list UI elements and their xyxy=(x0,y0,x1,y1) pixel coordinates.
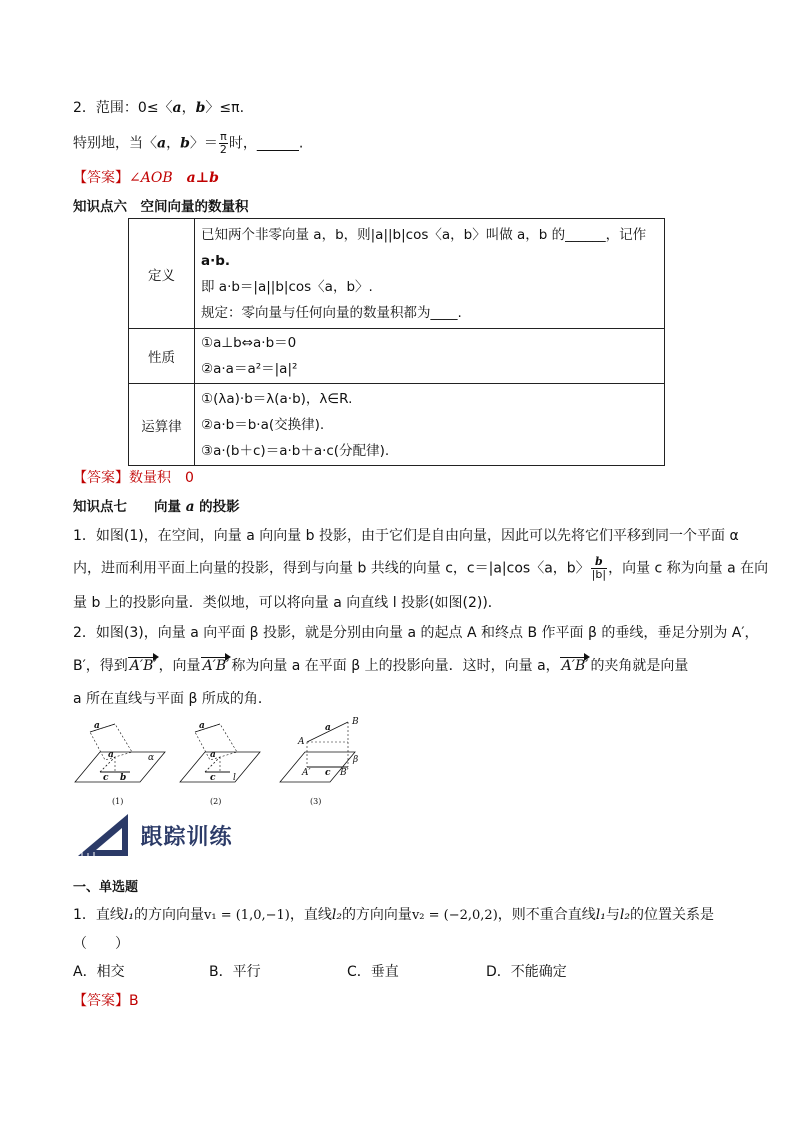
q-v2: v₂ = (−2,0,2) xyxy=(411,908,498,923)
section-6-title: 知识点六 空间向量的数量积 xyxy=(73,199,249,215)
fig1-b: b xyxy=(120,773,127,783)
table-label: 定义 xyxy=(129,219,195,329)
fig2-caption: (2) xyxy=(210,797,222,806)
fig2-a: a xyxy=(199,721,205,731)
special-comma: ， xyxy=(166,135,181,152)
answer-tag: 【答案】 xyxy=(73,170,129,186)
table-line: 即 a·b＝|a||b|cos〈a，b〉. xyxy=(201,278,373,295)
section-7-prefix: 知识点七 向量 xyxy=(73,499,186,515)
fig3-c: c xyxy=(325,768,331,778)
question-paren: （ ） xyxy=(73,936,129,952)
q-mid2: ，直线 xyxy=(289,907,332,923)
para1-fraction xyxy=(591,556,607,581)
section-7-suffix: 的投影 xyxy=(194,499,240,515)
frac-num: π xyxy=(220,130,227,143)
q-l2b: l₂ xyxy=(619,907,630,923)
fig2-a2: a xyxy=(210,750,216,760)
special-blank: ______ xyxy=(256,135,299,152)
fig1-caption: (1) xyxy=(112,797,124,806)
fig3-a: a xyxy=(325,723,331,733)
para1-line2 xyxy=(73,556,768,581)
fig3-B: B xyxy=(352,717,359,727)
q-mid3: 的方向向量 xyxy=(341,907,412,923)
range-comma: ， xyxy=(181,100,196,116)
vector-a-prime-b-prime: A′B′ xyxy=(561,658,589,674)
option-a: A．相交 xyxy=(73,964,125,980)
table-row-properties xyxy=(129,329,665,384)
section-7-a: a xyxy=(185,499,195,515)
answer-text: 数量积 0 xyxy=(129,470,194,486)
table-line: 规定：零向量与任何向量的数量积都为____. xyxy=(201,304,462,321)
para2-line2-end: 的夹角就是向量 xyxy=(590,658,689,674)
table-content xyxy=(195,219,665,329)
vector-a-prime-b-prime: A′B′ xyxy=(129,658,157,674)
range-prefix: 2．范围：0≤〈 xyxy=(73,100,173,116)
table-line: ①(λa)·b＝λ(a·b)，λ∈R. xyxy=(201,390,353,407)
range-b: b xyxy=(195,100,206,116)
figure-1 xyxy=(75,721,165,783)
special-line xyxy=(73,131,303,156)
q-pre: 1．直线 xyxy=(73,907,124,923)
special-eq: 〉＝ xyxy=(189,135,218,152)
section-7-title xyxy=(73,495,240,515)
fig3-A2: A′ xyxy=(302,768,311,778)
frac-den: 2 xyxy=(219,143,227,156)
special-end: . xyxy=(298,135,304,152)
q-mid4: ，则不重合直线 xyxy=(497,907,596,923)
frac-num: b xyxy=(591,556,607,569)
para2-line2-pre: B′，得到 xyxy=(73,658,128,674)
table-label: 运算律 xyxy=(129,384,195,466)
fig1-a: a xyxy=(94,721,100,731)
para1-line2-pre: 内，进而利用平面上向量的投影，得到与向量 b 共线的向量 c，c＝|a|cos〈a，b〉 xyxy=(73,560,590,577)
table-content xyxy=(195,329,665,384)
table-line: ②a·a＝a²＝|a|² xyxy=(201,361,298,377)
fig3-B2: B′ xyxy=(340,768,349,778)
special-a: a xyxy=(157,135,167,152)
range-line xyxy=(73,97,244,117)
table-line: ③a·(b＋c)＝a·b＋a·c(分配律). xyxy=(201,442,390,459)
fig1-c: c xyxy=(103,773,109,783)
fig3-caption: (3) xyxy=(310,797,322,806)
table-line: a·b. xyxy=(201,252,231,269)
figure-3 xyxy=(280,717,359,782)
q-l1: l₁ xyxy=(123,907,135,923)
table-line: 已知两个非零向量 a，b，则|a||b|cos〈a，b〉叫做 a，b 的______，记作 xyxy=(201,226,647,243)
para2-line2-post: 称为向量 a 在平面 β 上的投影向量．这时，向量 a， xyxy=(231,658,560,674)
fig3-A: A xyxy=(298,737,305,747)
para1-line3: 量 b 上的投影向量．类似地，可以将向量 a 向直线 l 投影(如图(2))． xyxy=(73,595,502,611)
special-b: b xyxy=(180,135,190,152)
q-l1b: l₁ xyxy=(595,907,606,923)
table-row-laws xyxy=(129,384,665,466)
para2-line2-mid: ，向量 xyxy=(158,658,201,674)
range-suffix: 〉≤π. xyxy=(205,100,245,116)
fig1-a2: a xyxy=(108,750,114,760)
vector-a-prime-b-prime: A′B′ xyxy=(202,658,230,674)
tracking-training-banner xyxy=(74,810,232,860)
fig3-beta: β xyxy=(353,755,359,765)
answer-perp: a⊥b xyxy=(186,170,219,186)
answer-2 xyxy=(73,467,194,487)
question-type: 一、单选题 xyxy=(73,880,139,895)
frac-den: |b| xyxy=(591,568,607,581)
range-a: a xyxy=(172,100,182,116)
para2-line2 xyxy=(73,655,688,675)
q-mid1: 的方向向量 xyxy=(134,907,205,923)
special-mid: 时， xyxy=(228,135,257,152)
answer-tag: 【答案】 xyxy=(73,470,129,486)
answer-angle: ∠AOB xyxy=(129,170,173,186)
fig1-alpha: α xyxy=(148,753,155,763)
option-d: D．不能确定 xyxy=(486,964,567,980)
dot-product-table xyxy=(128,218,665,466)
answer-1 xyxy=(73,167,219,187)
q-end: 的位置关系是 xyxy=(629,907,714,923)
q-v1: v₁ = (1,0,−1) xyxy=(204,908,290,923)
answer-tag: 【答案】 xyxy=(73,993,129,1009)
option-b: B．平行 xyxy=(209,964,261,980)
para2-line3: a 所在直线与平面 β 所成的角． xyxy=(73,691,272,707)
para1-line1: 1．如图(1)，在空间，向量 a 向向量 b 投影，由于它们是自由向量，因此可以先将它们平移到同一个平面 α xyxy=(73,528,739,544)
figure-2 xyxy=(180,721,260,783)
table-label: 性质 xyxy=(129,329,195,384)
answer-3 xyxy=(73,990,139,1010)
table-row-definition xyxy=(129,219,665,329)
banner-title: 跟踪训练 xyxy=(140,824,233,850)
q-l2: l₂ xyxy=(331,907,342,923)
fig2-c: c xyxy=(210,773,216,783)
question-1 xyxy=(73,904,714,924)
special-fraction xyxy=(219,131,228,156)
fig2-l: l xyxy=(233,773,236,783)
table-line: ①a⊥b⇔a·b＝0 xyxy=(201,335,297,351)
table-line: ②a·b＝b·a(交换律). xyxy=(201,416,325,433)
para2-line1: 2．如图(3)，向量 a 向平面 β 投影，就是分别由向量 a 的起点 A 和终点 B 作平面 β 的垂线，垂足分别为 A′， xyxy=(73,625,759,641)
set-square-icon xyxy=(74,810,132,860)
answer-text: B xyxy=(129,993,139,1009)
special-prefix: 特别地，当〈 xyxy=(73,135,157,152)
q-mid5: 与 xyxy=(605,907,620,923)
option-c: C．垂直 xyxy=(347,964,399,980)
para1-line2-post: ，向量 c 称为向量 a 在向 xyxy=(608,560,769,577)
projection-figures xyxy=(70,712,360,812)
table-content xyxy=(195,384,665,466)
